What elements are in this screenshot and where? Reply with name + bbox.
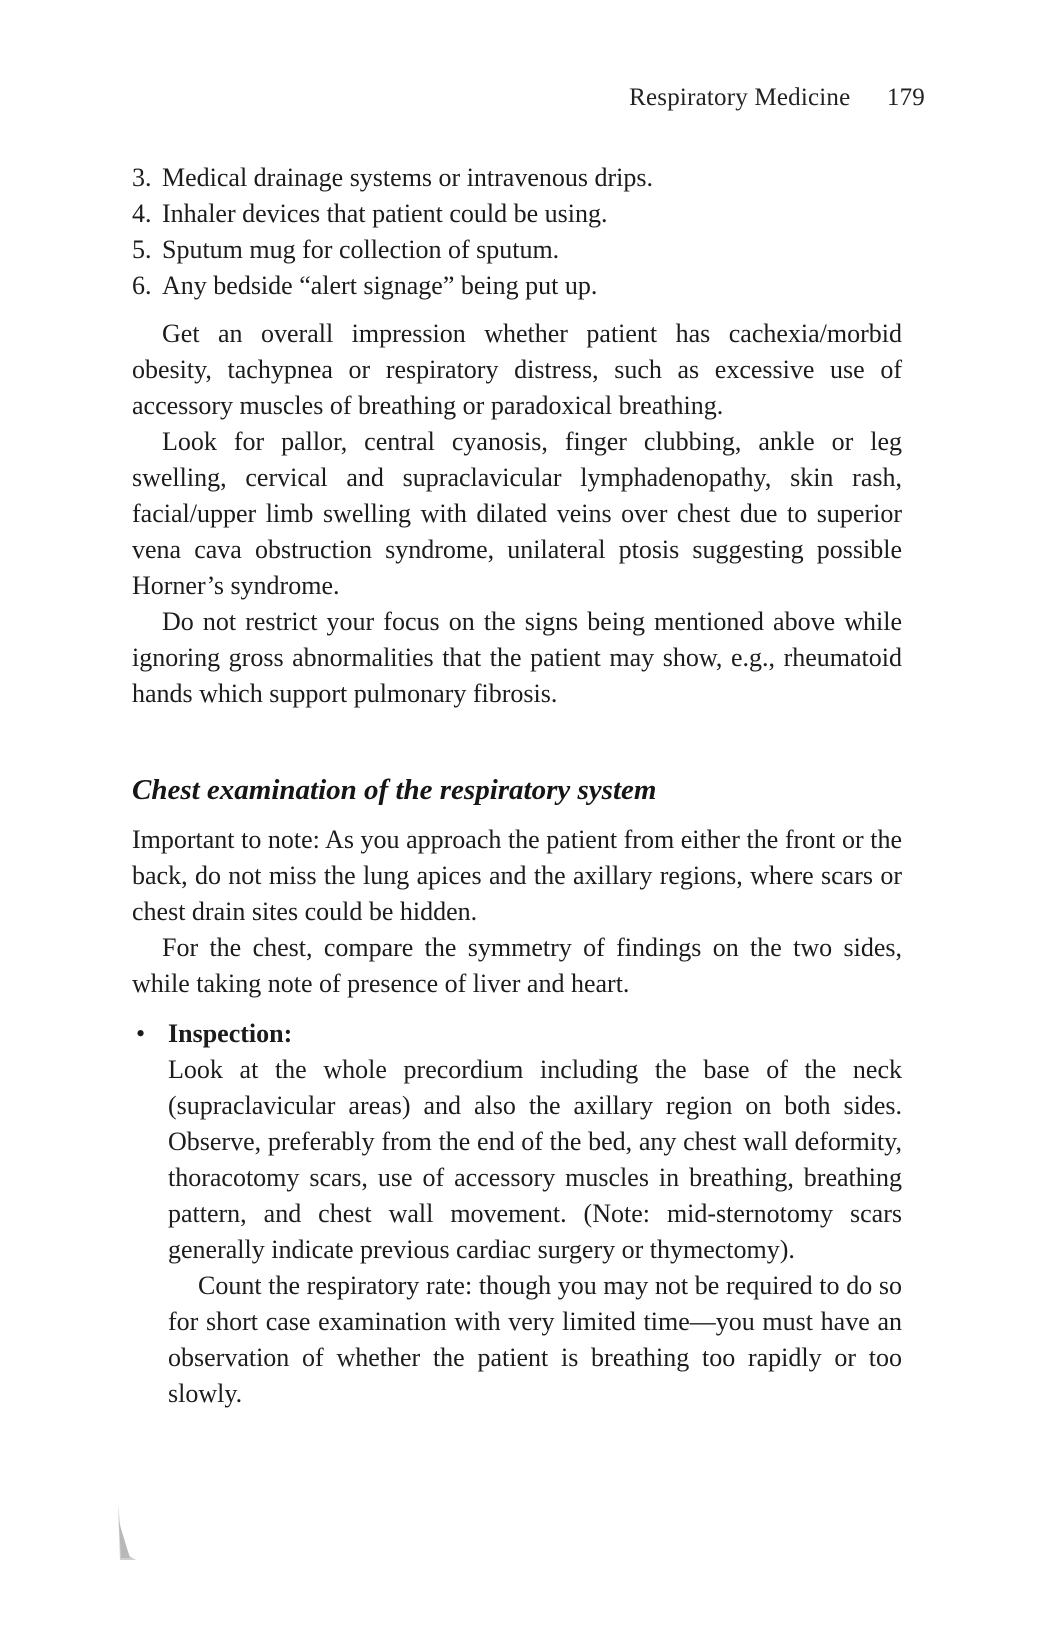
list-number: 5. [132, 235, 152, 264]
list-item [132, 232, 902, 268]
paragraph-do-not-restrict: Do not restrict your focus on the signs being mentioned above while ignoring gross abnormalities that the patient may show, e.g., rheumatoid hands which support pulmonary fibrosis. [132, 607, 902, 708]
list-text: Medical drainage systems or intravenous drips. [162, 163, 653, 192]
list-number: 3. [132, 163, 152, 192]
scan-corner-mark [114, 1502, 144, 1562]
paragraph-inspection: Look at the whole precordium including the base of the neck (supraclavicular areas) and also the axillary region on both sides. Observe, preferably from the end of the bed, any chest wall deformity, thoracotomy scars, use of accessory muscles in breathing, breathing pattern, and chest wall movement. (Note: mid-sternotomy scars generally indicate previous cardiac surgery or thymectomy). [168, 1055, 902, 1264]
numbered-list [132, 160, 902, 304]
paragraph-respiratory-rate: Count the respiratory rate: though you may not be required to do so for short case examination with very limited time—you must have an observation of whether the patient is breathing too rapidly or too slowly. [168, 1271, 902, 1408]
list-number: 6. [132, 271, 152, 300]
bullet-marker: • [136, 1019, 146, 1048]
paragraph-symmetry: For the chest, compare the symmetry of findings on the two sides, while taking note of presence of liver and heart. [132, 933, 902, 998]
section-heading: Chest examination of the respiratory system [132, 774, 657, 806]
list-item [132, 196, 902, 232]
list-item [132, 160, 902, 196]
bullet-body [168, 1016, 902, 1412]
page-body [132, 160, 902, 1412]
list-text: Inhaler devices that patient could be using. [162, 199, 608, 228]
paragraph-look-for: Look for pallor, central cyanosis, finger clubbing, ankle or leg swelling, cervical and supraclavicular lymphadenopathy, skin rash, facial/upper limb swelling with dilated veins over chest due to superior vena cava obstruction syndrome, unilateral ptosis suggesting possible Horner’s syndrome. [132, 427, 902, 600]
section-title: Respiratory Medicine [629, 84, 851, 111]
bullet-inspection [132, 1016, 902, 1412]
list-text: Any bedside “alert signage” being put up. [162, 271, 598, 300]
list-text: Sputum mug for collection of sputum. [162, 235, 560, 264]
paragraph-impression: Get an overall impression whether patient has cachexia/morbid obesity, tachypnea or respiratory distress, such as excessive use of accessory muscles of breathing or paradoxical breathing. [132, 319, 902, 420]
page-number: 179 [886, 84, 925, 111]
list-item [132, 268, 902, 304]
list-number: 4. [132, 199, 152, 228]
bullet-label: Inspection: [168, 1019, 293, 1048]
paragraph-important-note: Important to note: As you approach the patient from either the front or the back, do not miss the lung apices and the axillary regions, where scars or chest drain sites could be hidden. [132, 825, 902, 926]
running-head [629, 84, 925, 112]
